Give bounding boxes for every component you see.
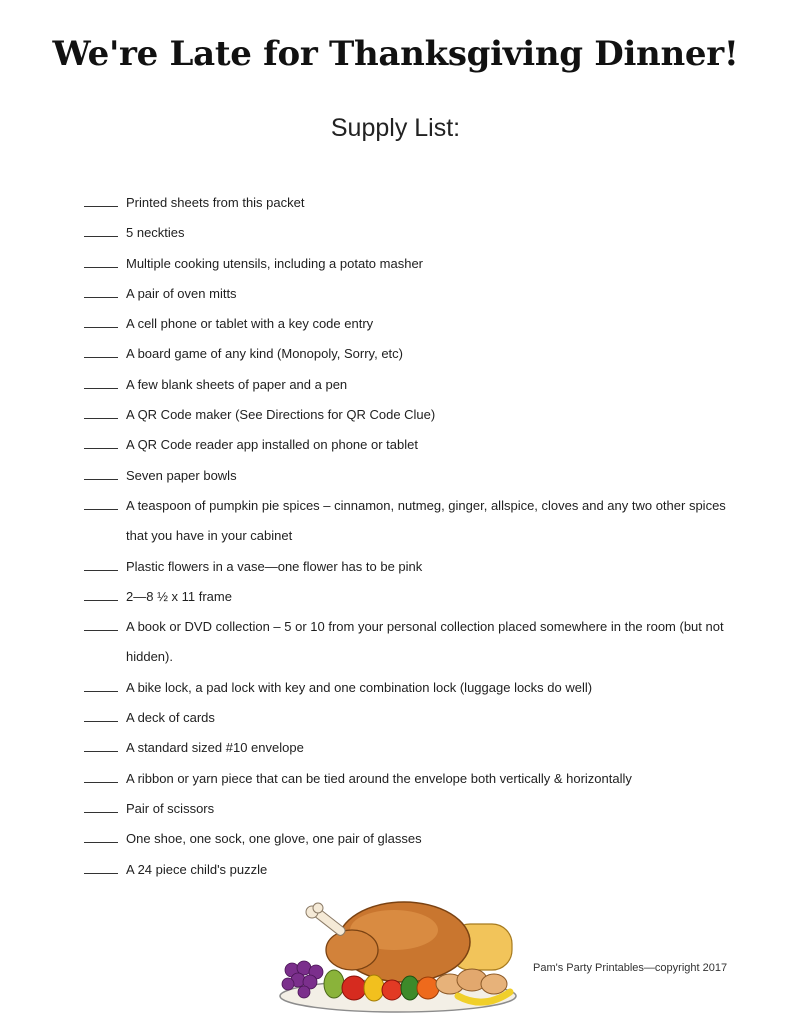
item-text: A pair of oven mitts [126, 285, 237, 301]
checkbox-blank [84, 218, 118, 237]
checkbox-blank [84, 430, 118, 449]
checkbox-blank [84, 764, 118, 783]
item-text: 5 neckties [126, 225, 185, 241]
item-text: A bike lock, a pad lock with key and one combination lock (luggage locks do well) [126, 679, 593, 695]
checkbox-blank [84, 279, 118, 298]
item-text: Plastic flowers in a vase—one flower has to be pink [126, 558, 423, 574]
list-item [84, 188, 734, 218]
checkbox-blank [84, 552, 118, 571]
checkbox-blank [84, 824, 118, 843]
item-text: A cell phone or tablet with a key code entry [126, 316, 374, 332]
copyright-note: Pam's Party Printables—copyright 2017 [533, 962, 728, 974]
supply-list-heading: Supply List: [330, 114, 461, 142]
item-text: A deck of cards [126, 710, 215, 726]
checkbox-blank [84, 400, 118, 419]
list-item [84, 400, 734, 430]
list-item [84, 430, 734, 460]
list-item [84, 824, 734, 854]
list-item [84, 339, 734, 369]
checkbox-blank [84, 370, 118, 389]
item-text: Multiple cooking utensils, including a potato masher [126, 255, 424, 271]
list-item [84, 764, 734, 794]
item-text: A few blank sheets of paper and a pen [126, 376, 348, 392]
list-item [84, 309, 734, 339]
list-item [84, 249, 734, 279]
checkbox-blank [84, 855, 118, 874]
list-item [84, 279, 734, 309]
list-item [84, 370, 734, 400]
list-item [84, 703, 734, 733]
supply-list [84, 188, 734, 885]
item-text: A QR Code reader app installed on phone or tablet [126, 437, 418, 453]
list-item [84, 855, 734, 885]
item-text: Printed sheets from this packet [126, 195, 305, 210]
item-text: 2—8 ½ x 11 frame [126, 588, 232, 604]
item-text: A ribbon or yarn piece that can be tied around the envelope both vertically & horizontally [126, 770, 632, 786]
list-item [84, 673, 734, 703]
item-text: A board game of any kind (Monopoly, Sorry, etc) [126, 346, 403, 362]
checkbox-blank [84, 339, 118, 358]
list-item [84, 552, 734, 582]
checkbox-blank [84, 249, 118, 268]
roast-turkey-platter-icon [272, 884, 524, 1016]
item-text: Seven paper bowls [126, 467, 237, 483]
item-text: A book or DVD collection – 5 or 10 from your personal collection placed somewhere in the room (but not hidden). [126, 619, 724, 665]
list-item [84, 218, 734, 248]
checkbox-blank [84, 582, 118, 601]
page-title: We're Late for Thanksgiving Dinner! [52, 34, 739, 74]
checkbox-blank [84, 309, 118, 328]
checkbox-blank [84, 703, 118, 722]
list-item [84, 612, 734, 673]
checkbox-blank [84, 461, 118, 480]
checkbox-blank [84, 733, 118, 752]
item-text: Pair of scissors [126, 800, 215, 816]
checkbox-blank [84, 491, 118, 510]
list-item [84, 582, 734, 612]
list-item [84, 733, 734, 763]
checkbox-blank [84, 188, 118, 207]
checkbox-blank [84, 673, 118, 692]
list-item [84, 491, 734, 552]
item-text: A teaspoon of pumpkin pie spices – cinnamon, nutmeg, ginger, allspice, cloves and any two other spices that you have in your cabinet [126, 497, 726, 544]
item-text: A QR Code maker (See Directions for QR Code Clue) [126, 407, 436, 423]
checkbox-blank [84, 794, 118, 813]
list-item [84, 794, 734, 824]
item-text: A 24 piece child's puzzle [126, 861, 268, 877]
checkbox-blank [84, 612, 118, 631]
list-item [84, 461, 734, 491]
item-text: One shoe, one sock, one glove, one pair of glasses [126, 831, 422, 847]
item-text: A standard sized #10 envelope [126, 740, 304, 756]
